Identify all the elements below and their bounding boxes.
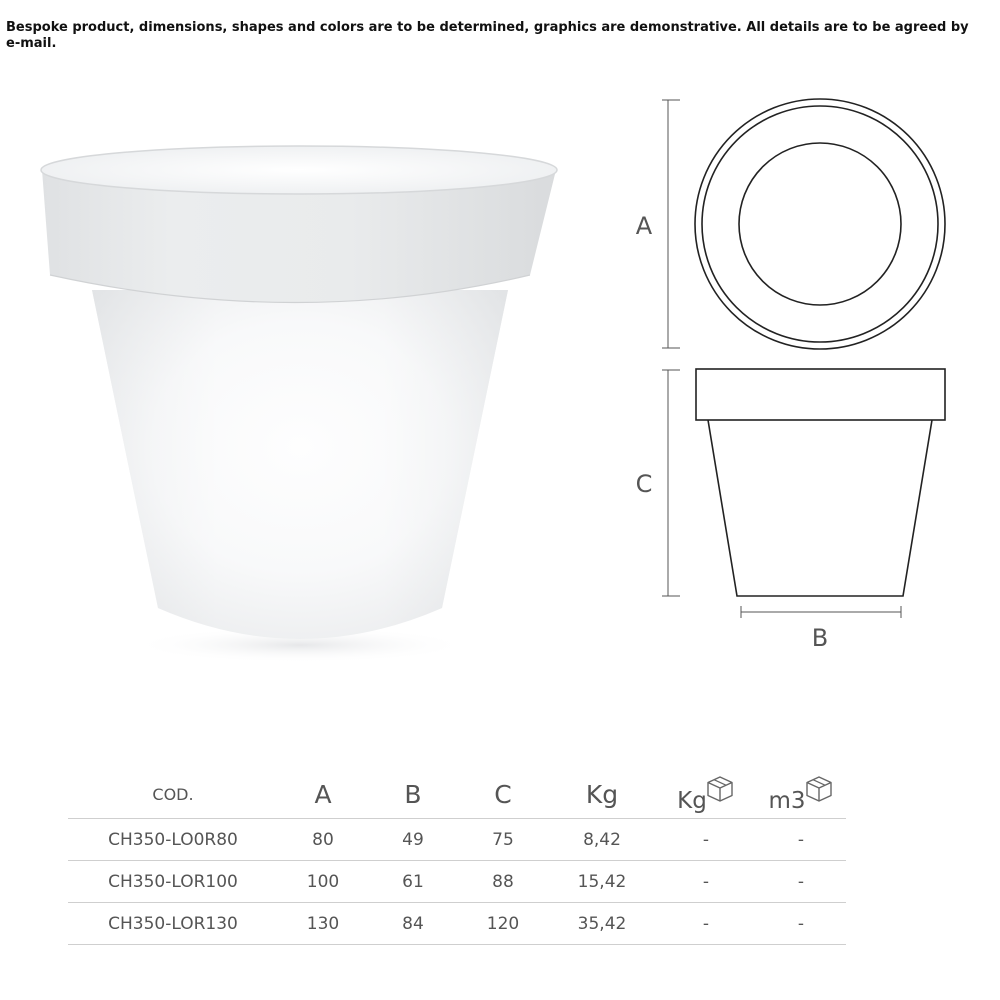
cell-kg-box: -	[656, 861, 756, 903]
header-kg: Kg	[548, 770, 656, 819]
header-kg-box-label: Kg	[677, 788, 707, 814]
cell-kg: 8,42	[548, 819, 656, 861]
table-row	[68, 861, 846, 903]
cell-kg-box: -	[656, 903, 756, 945]
cell-a: 130	[278, 903, 368, 945]
cell-c: 88	[458, 861, 548, 903]
header-kg-box	[656, 770, 756, 819]
header-m3-box-label: m3	[768, 788, 806, 814]
package-box-icon	[804, 774, 834, 804]
planter-photo	[30, 140, 570, 670]
top-view	[695, 99, 945, 349]
dimension-c	[636, 370, 680, 596]
header-a: A	[278, 770, 368, 819]
technical-drawing	[620, 90, 980, 660]
cell-m3-box: -	[756, 903, 846, 945]
table-header-row	[68, 770, 846, 819]
label-b: B	[811, 624, 829, 652]
dimension-a	[636, 100, 680, 348]
cell-m3-box: -	[756, 861, 846, 903]
disclaimer-text: Bespoke product, dimensions, shapes and colors are to be determined, graphics are demonstrative. All details are to be agreed by e-mail.	[6, 20, 969, 51]
side-view	[696, 369, 945, 596]
dimension-b	[741, 606, 901, 652]
cell-kg: 35,42	[548, 903, 656, 945]
cell-a: 100	[278, 861, 368, 903]
table-row	[68, 819, 846, 861]
cell-kg: 15,42	[548, 861, 656, 903]
cell-c: 75	[458, 819, 548, 861]
cell-c: 120	[458, 903, 548, 945]
table-row	[68, 903, 846, 945]
header-b: B	[368, 770, 458, 819]
spec-table	[68, 770, 846, 945]
label-c: C	[635, 470, 653, 498]
header-c: C	[458, 770, 548, 819]
header-m3-box	[756, 770, 846, 819]
cell-m3-box: -	[756, 819, 846, 861]
cell-b: 49	[368, 819, 458, 861]
cell-cod: CH350-LOR100	[68, 861, 278, 903]
cell-kg-box: -	[656, 819, 756, 861]
cell-a: 80	[278, 819, 368, 861]
cell-b: 61	[368, 861, 458, 903]
label-a: A	[635, 212, 653, 240]
cell-cod: CH350-LO0R80	[68, 819, 278, 861]
package-box-icon	[705, 774, 735, 804]
cell-b: 84	[368, 903, 458, 945]
header-cod: COD.	[68, 770, 278, 819]
cell-cod: CH350-LOR130	[68, 903, 278, 945]
